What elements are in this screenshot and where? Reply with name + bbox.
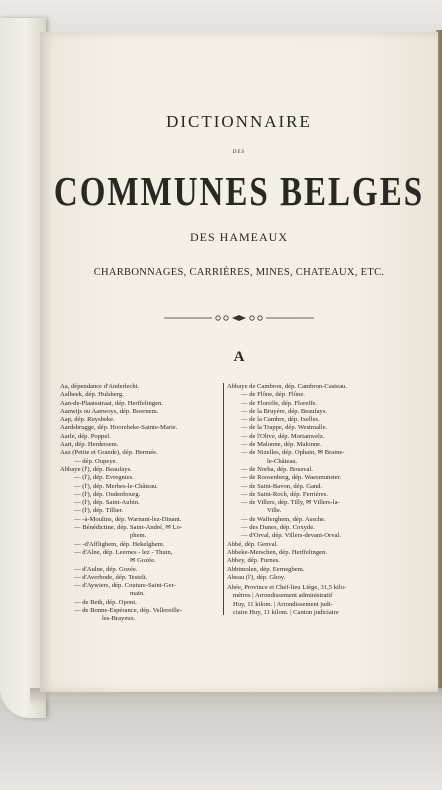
entry-line: — (l'), dép. Oudenbourg. [74,490,141,498]
entry-line: — (l'), dép. Tillier. [74,507,124,515]
entry-line: — de Beth, dép. Opont. [74,598,137,606]
entry-line: ✉ Gozée. [130,557,156,565]
entry-line: — dép. Oupeye. [74,457,118,465]
entry-line: Abbaye (l'), dép. Beaufays. [60,465,132,473]
entry-line: Abbey, dép. Furnes. [227,557,280,565]
entry-line: — d'Aywiers, dép. Couture-Saint-Ger- [74,582,176,590]
entry-line: Ville. [267,507,282,515]
entry-line: Aalbeek, dép. Hulsberg. [60,391,124,399]
entry-line: — de Floreffe, dép. Floreffe. [241,399,318,407]
entry-line: Abbeke-Merschen, dép. Herffelingen. [227,548,328,556]
column-divider [223,383,224,615]
section-letter: A [233,349,245,365]
entry-line: — de Norba, dép. Bousval. [241,465,313,473]
entry-line: Aa, dépendance d'Anderlecht. [60,383,140,390]
title-dictionnaire: DICTIONNAIRE [166,112,312,131]
entry-line: — de la Trappe, dép. Westmalle. [241,424,328,432]
entry-line: — de Flône, dép. Flône. [241,391,305,399]
entry-line: — de l'Olive, dép. Mortanwelz. [241,432,325,440]
entry-line: — (l'), dép. Merbes-le-Château. [74,482,158,490]
entry-line: Aap, dép. Ruysbeke. [60,416,115,424]
entry-line: le-Château. [267,457,298,465]
entry-line: — (l'), dép. Saint-Aubin. [74,499,140,507]
entry-line: Abée, Province et Chef-lieu Liège, 31,5 kilo- [227,584,347,592]
entry-line: — de la Cambre, dép. Ixelles. [241,416,320,424]
entry-line: Aarle, dép. Poppel. [60,432,111,440]
ornament-divider-icon [164,314,314,322]
entry-line: — de Nizelles, dép. Ophain, ✉ Braine- [241,449,345,457]
entry-line: les-Brayeux. [102,615,136,623]
entry-line: — de Roosenberg, dép. Waesmunster. [241,474,342,482]
entry-line: — de Villers, dép. Tilly, ✉ Villers-la- [241,499,340,507]
entry-line: Abbé, dép. Genval. [227,540,279,548]
left-entry-column [60,383,240,624]
entry-line: — de Saint-Bavon, dép. Gand. [241,482,323,490]
entry-line: — d'Aulne, dép. Gozée. [74,565,138,573]
entry-line: Huy, 11 kilom. | Arrondissement judi- [233,600,333,608]
entry-line: — (l'), dép. Evregnies. [74,474,134,482]
entry-line: Aaz (Petite et Grande), dép. Hermée. [60,449,158,457]
entry-line: — de Bonne-Espérance, dép. Vellereille- [74,607,182,615]
entry-line: Abbaye de Cambron, dép. Cambron-Casteau. [227,383,347,390]
entry-line: — -à-Moulins, dép. Warnant-lez-Dinant. [74,515,182,523]
entry-line: Aanwijs ou Aanwoys, dép. Boernem. [60,407,159,415]
entry-line: Aan-de-Plaatsstraat, dép. Herffelingen. [60,399,163,407]
entry-line: Abeau (l'), dép. Ghoy. [227,573,286,581]
entry-line: — d'Orval, dép. Villers-devant-Orval. [241,532,341,540]
entry-line: mètres | Arrondissement administratif [233,592,333,600]
entry-line: — -d'Afflighem, dép. Hekelghem. [74,540,165,548]
entry-line: — de Malonne, dép. Malonne. [241,441,322,449]
entry-line: — Bénédictine, dép. Saint-André, ✉ Lo- [74,524,183,532]
entry-line: — des Dunes, dép. Coxyde. [241,524,315,532]
entry-line: — d'Averbode, dép. Testelt. [74,573,148,581]
entry-line: Aart, dép. Herdersem. [60,441,119,449]
title-des: DES [232,150,246,155]
entry-line: — de Walferghem, dép. Assche. [241,515,326,523]
title-main: COMMUNES BELGES [53,170,425,215]
title-subtitle: CHARBONNAGES, CARRIÈRES, MINES, CHATEAUX, ETC. [93,267,385,278]
entry-line: — d'Alne, dép. Leernes - lez - Thuin, [74,548,173,556]
background-table [0,700,442,790]
entry-line: Aardsbrugge, dép. Hooreheke-Sainte-Marie. [60,424,178,432]
title-hameaux: DES HAMEAUX [190,230,288,244]
entry-line: main. [130,590,145,598]
right-entry-column [227,383,403,617]
book-page [40,32,438,692]
entry-line: Abbtmolen, dép. Eernegbem. [227,565,305,573]
entry-line: — de Saint-Roch, dép. Ferrières. [241,490,328,498]
entry-line: phem. [130,532,147,540]
entry-line: — de la Bruyère, dép. Beaufays. [241,407,328,415]
entry-line: ciaire Huy, 11 kilom. | Canton judiciaire [233,609,339,617]
